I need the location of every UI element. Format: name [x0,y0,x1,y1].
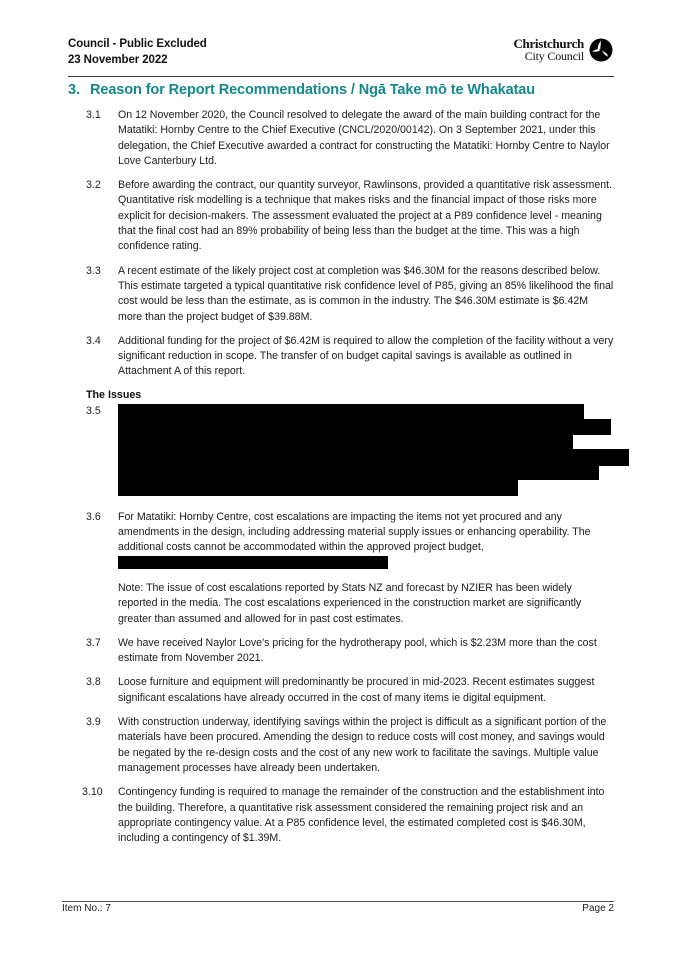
redaction-strip [118,449,629,466]
paragraph-number: 3.5 [86,404,101,417]
header-title-line-2: 23 November 2022 [68,54,168,66]
paragraph-text: On 12 November 2020, the Council resolved to delegate the award of the main building contract for the Matatiki: Hornby Centre to the Chief Executive (CNCL/2020/00142). On 3 September 2021, under this delegation, the Chief Executive awarded a contract for constructing the Matatiki: Hornby Centre to Naylor Love Canterbury Ltd. [118,109,610,167]
paragraph-number: 3.1 [86,109,101,121]
header-title-line-1: Council - Public Excluded [68,38,207,50]
paragraph-3-2 [68,178,614,254]
paragraph-number: 3.6 [86,510,101,523]
redaction-strip [118,404,584,419]
paragraph-number: 3.2 [86,179,101,192]
page-footer [62,903,614,914]
paragraph-text: Note: The issue of cost escalations reported by Stats NZ and forecast by NZIER has been widely reported in the media. The cost escalations experienced in the construction market are significantly greater than assumed and allowed for in past cost estimates. [118,581,582,625]
redaction-strip [118,466,599,480]
paragraph-text: Loose furniture and equipment will predominantly be procured in mid-2023. Recent estimates suggest significant escalations have already occurred in the cost of many items ie digital equipment. [118,676,595,704]
section-number: 3. [68,82,80,98]
paragraph-number: 3.3 [86,264,101,277]
paragraph-3-1 [68,108,614,169]
paragraph-text-run: For Matatiki: Hornby Centre, cost escalations are impacting the items not yet procured and any amendments in the design, including addressing material supply issues or enhancing operability. The additional costs cannot be accommodated within the approved project budget, [118,510,591,554]
paragraph-3-8 [68,675,614,706]
paragraph-text [118,510,614,572]
redaction-block [118,404,614,496]
paragraph-number: 3.4 [86,334,101,347]
redaction-strip [118,419,611,435]
council-logo-text [513,38,584,62]
paragraph-text: Contingency funding is required to manage the remainder of the construction and the establishment into the building. Therefore, a quantitative risk assessment considered the remaining project risk and an appropriate contingency value. At a P85 confidence level, the estimated completed cost is $46.30M, including a contingency of $1.39M. [118,786,605,845]
header-divider [68,76,614,77]
footer-item-number: Item No.: 7 [62,903,111,914]
paragraph-3-7 [68,636,614,667]
paragraph-number: 3.10 [82,786,103,799]
council-logo-line-1: Christchurch [513,36,584,51]
redaction-strip [118,435,573,449]
council-logo [513,38,613,62]
redaction-strip [118,480,518,496]
paragraph-text: We have received Naylor Love's pricing for the hydrotherapy pool, which is $2.23M more than the cost estimate from November 2021. [118,636,597,665]
paragraph-text: Additional funding for the project of $6.42M is required to allow the completion of the facility without a very significant reduction in scope. The transfer of on budget capital savings is available as outlined in Attachment A of this report. [118,334,614,378]
paragraph-3-9 [68,715,614,776]
paragraph-text: A recent estimate of the likely project cost at completion was $46.30M for the reasons described below. This estimate targeted a typical quantitative risk confidence level of P85, giving an 85% likelihood the final cost would be less than the estimate, as is common in the industry. The $46.30M estimate is $6.42M more than the project budget of $39.88M. [118,264,614,323]
paragraph-3-6 [68,510,614,572]
paragraph-number: 3.8 [86,676,101,689]
issues-subheading: The Issues [86,388,142,401]
paragraph-note [68,581,614,627]
section-title: Reason for Report Recommendations / Ngā Take mō te Whakatau [90,82,536,98]
council-logo-line-2: City Council [524,49,584,63]
section-heading [68,82,614,98]
paragraph-3-5-redacted [68,404,614,496]
document-body [68,108,614,855]
paragraph-number: 3.7 [86,636,101,649]
paragraph-3-4 [68,334,614,380]
paragraph-text: With construction underway, identifying savings within the project is difficult as a significant portion of the materials have been procured. Amending the design to reduce costs will cost money, and savings would be negated by the re-design costs and the cost of any new work to facilitate the savings. Multiple value management processes have already been undertaken. [118,716,607,774]
paragraph-text: Before awarding the contract, our quantity surveyor, Rawlinsons, provided a quantitative risk assessment. Quantitative risk modelling is a technique that makes risks and the financial impact of those risks more explicit for decision-makers. The assessment evaluated the project at a P89 confidence level - meaning that the final cost had an 89% probability of being less than the budget at the time. This was a high confidence rating. [118,179,613,253]
paragraph-3-3 [68,264,614,325]
header-meeting-title [68,36,207,68]
redacted-inline-text [118,556,388,569]
paragraph-number: 3.9 [86,716,101,729]
christchurch-emblem-icon [589,38,613,62]
footer-page-number: Page 2 [582,903,614,914]
paragraph-3-10 [68,785,614,846]
page-header [68,36,613,80]
footer-divider [62,901,614,902]
